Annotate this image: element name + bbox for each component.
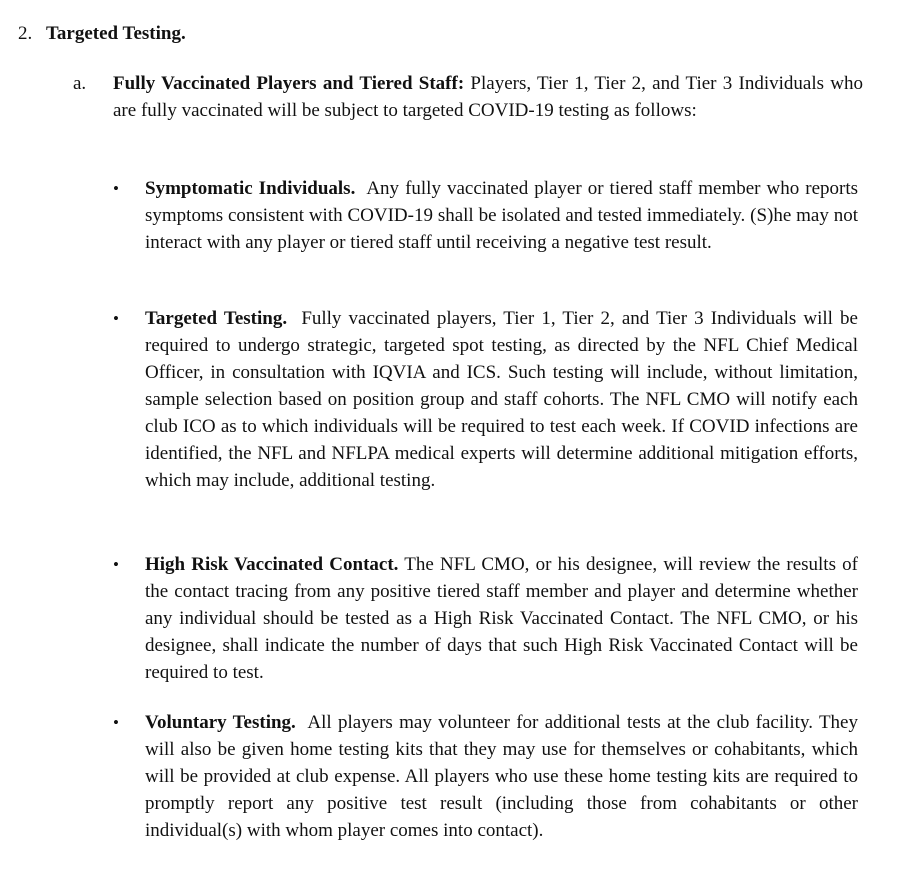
subsection-marker: a. xyxy=(73,73,87,94)
bullet-high-risk-vaccinated-contact xyxy=(113,551,858,686)
bullet-icon: • xyxy=(113,713,119,732)
section-number: 2. xyxy=(18,23,33,44)
bullet-text xyxy=(145,305,858,494)
bullet-body: Any fully vaccinated player or tiered staff member who reports symptoms consistent with COVID-19 shall be isolated and tested immediately. (S)he may not interact with any player or tiered staff until receiving a negative test result. xyxy=(145,178,859,253)
subsection-text: Players, Tier 1, Tier 2, and Tier 3 Individuals who are fully vaccinated will be subject to targeted COVID-19 testing as follows: xyxy=(113,73,863,121)
bullet-icon: • xyxy=(113,555,119,574)
bullet-heading: Voluntary Testing. xyxy=(145,712,296,733)
section-heading xyxy=(18,20,878,47)
bullet-heading: Symptomatic Individuals. xyxy=(145,178,356,199)
bullet-icon: • xyxy=(113,309,119,328)
bullet-text xyxy=(145,175,858,256)
bullet-symptomatic-individuals xyxy=(113,175,858,256)
bullet-text xyxy=(145,709,858,844)
bullet-text xyxy=(145,551,858,686)
subsection-heading: Fully Vaccinated Players and Tiered Staff: xyxy=(113,73,465,94)
subsection-a xyxy=(73,70,863,124)
subsection-body xyxy=(113,70,863,124)
bullet-icon: • xyxy=(113,179,119,198)
bullet-targeted-testing xyxy=(113,305,858,494)
bullet-voluntary-testing xyxy=(113,709,858,844)
bullet-body: All players may volunteer for additional tests at the club facility. They will also be given home testing kits that they may use for themselves or cohabitants, which will be provided at club expense. All players who use these home testing kits are required to promptly report any positive test result (including those from cohabitants or other individual(s) with whom player comes into contact). xyxy=(145,712,858,841)
bullet-heading: High Risk Vaccinated Contact. xyxy=(145,554,399,575)
bullet-heading: Targeted Testing. xyxy=(145,308,288,329)
section-title: Targeted Testing. xyxy=(46,23,186,44)
bullet-body: Fully vaccinated players, Tier 1, Tier 2, and Tier 3 Individuals will be required to undergo strategic, targeted spot testing, as directed by the NFL Chief Medical Officer, in consultation with IQVIA and ICS. Such testing will include, without limitation, sample selection based on position group and staff cohorts. The NFL CMO will notify each club ICO as to which individuals will be required to test each week. If COVID infections are identified, the NFL and NFLPA medical experts will determine additional mitigation efforts, which may include, additional testing. xyxy=(145,308,858,491)
bullet-body: The NFL CMO, or his designee, will review the results of the contact tracing from any positive tiered staff member and player and determine whether any individual should be tested as a High Risk Vaccinated Contact. The NFL CMO, or his designee, shall indicate the number of days that such High Risk Vaccinated Contact will be required to test. xyxy=(145,554,858,683)
